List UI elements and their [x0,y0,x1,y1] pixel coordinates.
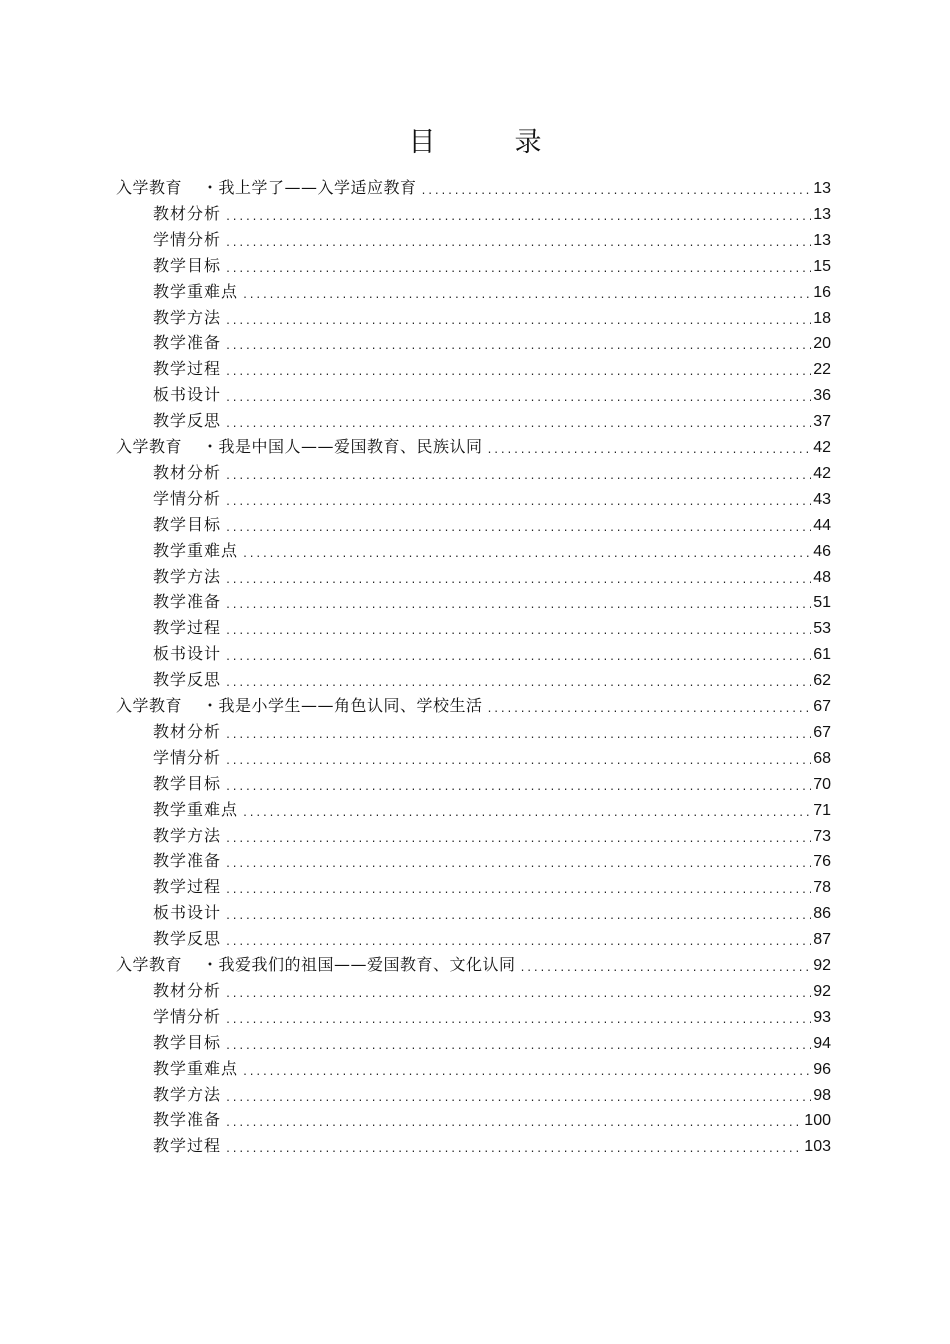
dot-leader [225,1112,802,1136]
toc-sub-entry[interactable] [153,746,831,770]
toc-page-number: 13 [813,231,831,249]
dot-leader [242,1061,811,1085]
toc-sub-entry[interactable] [153,331,831,355]
toc-sub-entry[interactable] [153,875,831,899]
toc-chapter-title: ・我爱我们的祖国——爱国教育、文化认同 [202,955,516,974]
toc-page-number: 76 [813,853,831,871]
toc-entry-label: 教学准备 [153,333,222,353]
toc-page-number: 36 [813,387,831,405]
toc-page-number: 46 [813,542,831,560]
toc-entry-label: 教材分析 [153,721,222,741]
toc-chapter-prefix: 入学教育 [116,437,183,456]
toc-entry-label: 教学准备 [153,1110,222,1130]
toc-entry-label: 教学方法 [153,1084,222,1104]
toc-page-number: 78 [813,879,831,897]
dot-leader [225,206,811,230]
toc-page-number: 94 [813,1034,831,1052]
toc-entry-label: 教学反思 [153,411,222,431]
toc-entry-label [116,435,483,459]
toc-page-number: 48 [813,568,831,586]
toc-chapter-title: ・我是小学生——角色认同、学校生活 [202,696,483,715]
toc-chapter-title: ・我是中国人——爱国教育、民族认同 [202,437,483,456]
toc-entry-label: 学情分析 [153,229,222,249]
toc-sub-entry[interactable] [153,824,831,848]
dot-leader [225,931,811,955]
dot-leader [487,698,812,722]
dot-leader [225,983,811,1007]
dot-leader [520,957,812,981]
dot-leader [242,284,811,308]
toc-sub-entry[interactable] [153,590,831,614]
toc-page-number: 68 [813,749,831,767]
toc-sub-entry[interactable] [153,280,831,304]
toc-page-number: 92 [813,957,831,974]
toc-entry-label [116,176,417,200]
toc-entry-label: 教学过程 [153,618,222,638]
dot-leader [225,387,811,411]
toc-entry-label: 教学过程 [153,1136,222,1156]
toc-page-number: 71 [813,801,831,819]
toc-entry-label: 板书设计 [153,903,222,923]
toc-sub-entry[interactable] [153,306,831,330]
dot-leader [225,232,811,256]
toc-entry-label: 教学重难点 [153,281,239,301]
toc-sub-entry[interactable] [153,1134,831,1158]
toc-entry-label: 板书设计 [153,644,222,664]
toc-entry-label: 教学方法 [153,825,222,845]
toc-entry-label [116,953,516,977]
toc-page-number: 13 [813,205,831,223]
toc-page-number: 87 [813,931,831,949]
dot-leader [225,1138,802,1162]
toc-page-number: 51 [813,594,831,612]
dot-leader [421,180,812,204]
page-title: 目 录 [408,127,568,158]
dot-leader [225,1035,811,1059]
toc-entry-label: 教学重难点 [153,540,239,560]
toc-sub-entry[interactable] [153,901,831,925]
toc-chapter-title: ・我上学了——入学适应教育 [202,178,417,197]
dot-leader [225,517,811,541]
toc-chapter-prefix: 入学教育 [116,955,183,974]
toc-sub-entry[interactable] [153,798,831,822]
dot-leader [225,853,811,877]
toc-page-number: 96 [813,1060,831,1078]
dot-leader [225,335,811,359]
toc-sub-entry[interactable] [153,772,831,796]
toc-sub-entry[interactable] [153,202,831,226]
dot-leader [225,724,811,748]
toc-sub-entry[interactable] [153,1031,831,1055]
dot-leader [225,310,811,334]
toc-sub-entry[interactable] [153,927,831,951]
toc-page-number: 43 [813,490,831,508]
toc-page-number: 100 [804,1112,831,1130]
toc-sub-entry[interactable] [153,565,831,589]
dot-leader [225,258,811,282]
toc-page-number: 42 [813,439,831,456]
toc-sub-entry[interactable] [153,642,831,666]
dot-leader [242,802,811,826]
toc-entry-label: 板书设计 [153,385,222,405]
toc-entry-label: 教学方法 [153,307,222,327]
toc-entry-label: 教学重难点 [153,799,239,819]
toc-page-number: 70 [813,775,831,793]
toc-entry-label: 教学目标 [153,1032,222,1052]
dot-leader [225,646,811,670]
toc-sub-entry[interactable] [153,1057,831,1081]
toc-page-number: 93 [813,1008,831,1026]
toc-sub-entry[interactable] [153,979,831,1003]
toc-page-number: 18 [813,309,831,327]
dot-leader [225,828,811,852]
toc-sub-entry[interactable] [153,720,831,744]
dot-leader [225,672,811,696]
dot-leader [225,905,811,929]
toc-entry-label: 教学目标 [153,773,222,793]
toc-sub-entry[interactable] [153,409,831,433]
toc-page-number: 98 [813,1086,831,1104]
toc-page-number: 15 [813,257,831,275]
toc-entry-label: 教学过程 [153,359,222,379]
toc-entry-label: 教学准备 [153,851,222,871]
toc-page-number: 42 [813,464,831,482]
dot-leader [225,465,811,489]
toc-sub-entry[interactable] [153,357,831,381]
toc-page-number: 62 [813,672,831,690]
toc-sub-entry[interactable] [153,513,831,537]
dot-leader [242,543,811,567]
toc-sub-entry[interactable] [153,1083,831,1107]
toc-entry-label: 教材分析 [153,203,222,223]
dot-leader [225,361,811,385]
toc-entry-label: 教学过程 [153,877,222,897]
toc-entry-label: 教学重难点 [153,1058,239,1078]
toc-entry-label: 教学反思 [153,929,222,949]
toc-chapter-prefix: 入学教育 [116,178,183,197]
toc-page-number: 13 [813,180,831,197]
toc-entry-label: 教学方法 [153,566,222,586]
toc-sub-entry[interactable] [153,1108,831,1132]
toc-sub-entry[interactable] [153,254,831,278]
dot-leader [487,439,812,463]
toc-entry-label: 学情分析 [153,747,222,767]
toc-chapter-prefix: 入学教育 [116,696,183,715]
dot-leader [225,413,811,437]
toc-page-number: 73 [813,827,831,845]
toc-page-number: 44 [813,516,831,534]
toc-entry-label: 教学目标 [153,514,222,534]
toc-page-number: 61 [813,646,831,664]
dot-leader [225,491,811,515]
toc-page-number: 86 [813,905,831,923]
dot-leader [225,776,811,800]
toc-page-number: 16 [813,283,831,301]
toc-page-number: 20 [813,335,831,353]
toc-sub-entry[interactable] [153,228,831,252]
dot-leader [225,594,811,618]
toc-page-number: 92 [813,982,831,1000]
toc-page-number: 67 [813,698,831,715]
toc-chapter-entry[interactable] [116,953,831,977]
toc-chapter-entry[interactable] [116,435,831,459]
toc-entry-label: 教材分析 [153,462,222,482]
dot-leader [225,750,811,774]
toc-page-number: 37 [813,413,831,431]
toc-sub-entry[interactable] [153,383,831,407]
toc-entry-label: 教材分析 [153,980,222,1000]
dot-leader [225,879,811,903]
toc-page-number: 67 [813,723,831,741]
toc-chapter-entry[interactable] [116,694,831,718]
toc-entry-label: 教学准备 [153,592,222,612]
toc-entry-label: 教学反思 [153,670,222,690]
toc-entry-label: 学情分析 [153,488,222,508]
toc-entry-label: 学情分析 [153,1006,222,1026]
toc-entry-label: 教学目标 [153,255,222,275]
toc-page-number: 103 [804,1138,831,1156]
toc-sub-entry[interactable] [153,539,831,563]
dot-leader [225,569,811,593]
toc-sub-entry[interactable] [153,1005,831,1029]
toc-sub-entry[interactable] [153,487,831,511]
toc-entry-label [116,694,483,718]
dot-leader [225,620,811,644]
dot-leader [225,1009,811,1033]
toc-page-number: 53 [813,620,831,638]
toc-page-number: 22 [813,361,831,379]
dot-leader [225,1087,811,1111]
toc-sub-entry[interactable] [153,849,831,873]
toc-sub-entry[interactable] [153,461,831,485]
toc-sub-entry[interactable] [153,668,831,692]
toc-chapter-entry[interactable] [116,176,831,200]
toc-sub-entry[interactable] [153,616,831,640]
